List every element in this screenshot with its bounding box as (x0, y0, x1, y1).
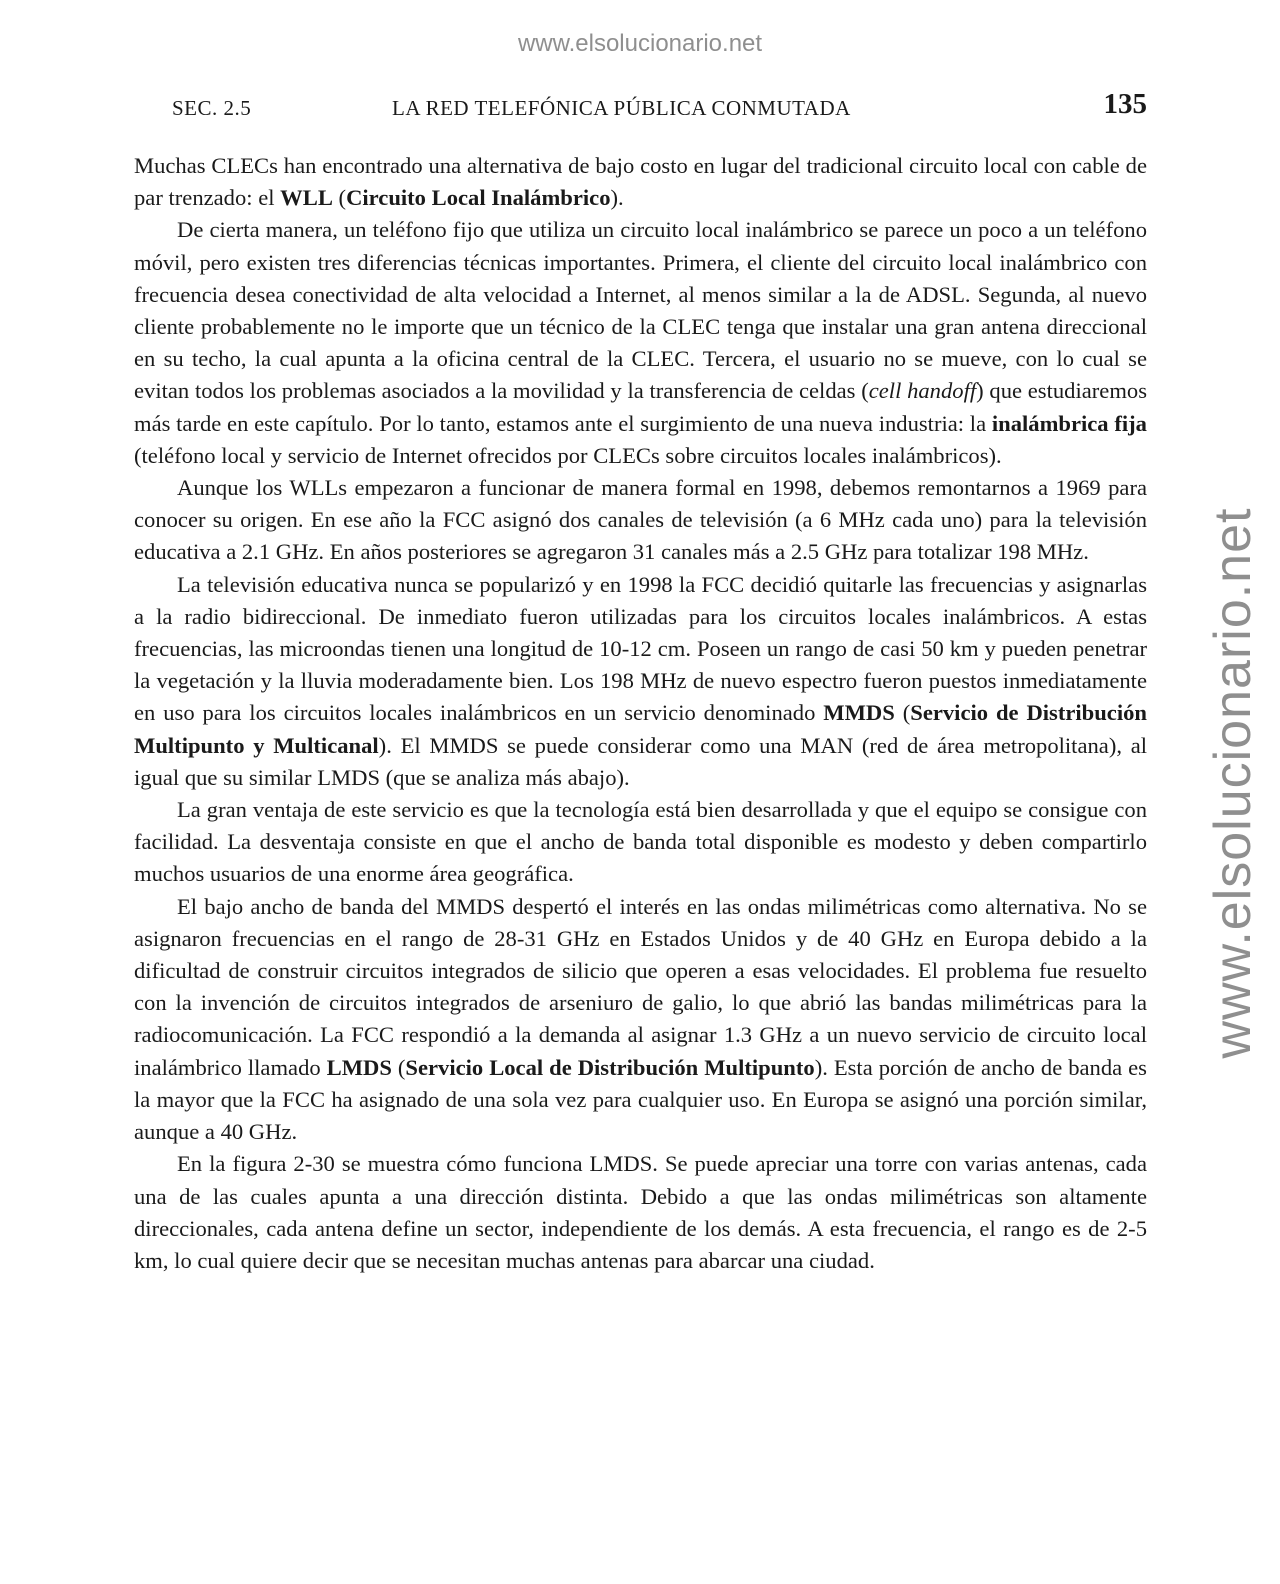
text-run: De cierta manera, un teléfono fijo que utiliza un circuito local inalámbrico se parece un poco a un teléfono móvil, pero existen tres diferencias técnicas importantes. Primera, el cliente del circuito local inalámbrico con frecuencia desea conectividad de alta velocidad a Internet, al menos similar a la de ADSL. Segunda, al nuevo cliente probablemente no le importe que un técnico de la CLEC tenga que instalar una gran antena direccional en su techo, la cual apunta a la oficina central de la CLEC. Tercera, el usuario no se mueve, con lo cual se evitan todos los problemas asociados a la movilidad y la transferencia de celdas ( (134, 217, 1147, 404)
italic-term: cell handoff (868, 378, 977, 404)
section-label: SEC. 2.5 (172, 96, 252, 120)
text-run: La gran ventaja de este servicio es que la tecnología está bien desarrollada y que el equipo se consigue con facilidad. La desventaja consiste en que el ancho de banda total disponible es modesto y deben compartirlo muchos usuarios de una enorme área geográfica. (134, 797, 1147, 887)
bold-term: Servicio de Distribución Multipunto y Multicanal (134, 700, 1147, 758)
text-run: (teléfono local y servicio de Internet ofrecidos por CLECs sobre circuitos locales inalámbricos). (134, 442, 1002, 468)
text-run: Aunque los WLLs empezaron a funcionar de manera formal en 1998, debemos remontarnos a 1969 para conocer su origen. En ese año la FCC asignó dos canales de televisión (a 6 MHz cada uno) para la televisión educativa a 2.1 GHz. En años posteriores se agregaron 31 canales más a 2.5 GHz para totalizar 198 MHz. (134, 475, 1147, 565)
bold-term: inalámbrica fija (991, 410, 1147, 436)
body-text (134, 150, 1147, 1277)
bold-term: Circuito Local Inalámbrico (346, 185, 611, 211)
paragraph (134, 214, 1147, 472)
paragraph (134, 1148, 1147, 1277)
paragraph (134, 569, 1147, 794)
bold-term: LMDS (326, 1054, 392, 1080)
text-run: ). (610, 185, 624, 211)
text-run: ( (894, 700, 911, 726)
bold-term: MMDS (823, 700, 895, 726)
running-head (134, 88, 1147, 124)
text-run: ( (332, 185, 347, 211)
page-number: 135 (1103, 88, 1147, 120)
bold-term: Servicio Local de Distribución Multipunto (405, 1054, 815, 1080)
text-run: ). El MMDS se puede considerar como una MAN (red de área metropolitana), al igual que su similar LMDS (que se analiza más abajo). (134, 732, 1148, 790)
text-run: ) que estudiaremos más tarde en este capítulo. Por lo tanto, estamos ante el surgimiento de una nueva industria: la (134, 378, 1147, 436)
bold-term: WLL (280, 185, 333, 211)
text-run: La televisión educativa nunca se popularizó y en 1998 la FCC decidió quitarle las frecuencias y asignarlas a la radio bidireccional. De inmediato fueron utilizadas para los circuitos locales inalámbricos. A estas frecuencias, las microondas tienen una longitud de 10-12 cm. Poseen un rango de casi 50 km y pueden penetrar la vegetación y la lluvia moderadamente bien. Los 198 MHz de nuevo espectro fueron puestos inmediatamente en uso para los circuitos locales inalámbricos en un servicio denominado (134, 571, 1147, 726)
text-run: En la figura 2-30 se muestra cómo funciona LMDS. Se puede apreciar una torre con varias antenas, cada una de las cuales apunta a una dirección distinta. Debido a que las ondas milimétricas son altamente direccionales, cada antena define un sector, independiente de los demás. A esta frecuencia, el rango es de 2-5 km, lo cual quiere decir que se necesitan muchas antenas para abarcar una ciudad. (134, 1151, 1147, 1273)
paragraph (134, 150, 1147, 214)
chapter-title: LA RED TELEFÓNICA PÚBLICA CONMUTADA (392, 96, 851, 120)
paragraph (134, 794, 1147, 891)
paragraph (134, 472, 1147, 569)
text-run: ). Esta porción de ancho de banda es la mayor que la FCC ha asignado de una sola vez para cualquier uso. En Europa se asignó una porción similar, aunque a 40 GHz. (134, 1054, 1147, 1145)
text-run: El bajo ancho de banda del MMDS despertó el interés en las ondas milimétricas como alternativa. No se asignaron frecuencias en el rango de 28-31 GHz en Estados Unidos y de 40 GHz en Europa debido a la dificultad de construir circuitos integrados de silicio que operen a esas velocidades. El problema fue resuelto con la invención de circuitos integrados de arseniuro de galio, lo que abrió las bandas milimétricas para la radiocomunicación. La FCC respondió a la demanda al asignar 1.3 GHz a un nuevo servicio de circuito local inalámbrico llamado (134, 893, 1147, 1080)
text-run: ( (391, 1054, 406, 1080)
paragraph (134, 891, 1147, 1149)
text-run: Muchas CLECs han encontrado una alternativa de bajo costo en lugar del tradicional circuito local con cable de par trenzado: el (134, 153, 1147, 211)
watermark-top: www.elsolucionario.net (517, 30, 763, 57)
watermark-side: www.elsolucionario.net (1204, 507, 1262, 1059)
